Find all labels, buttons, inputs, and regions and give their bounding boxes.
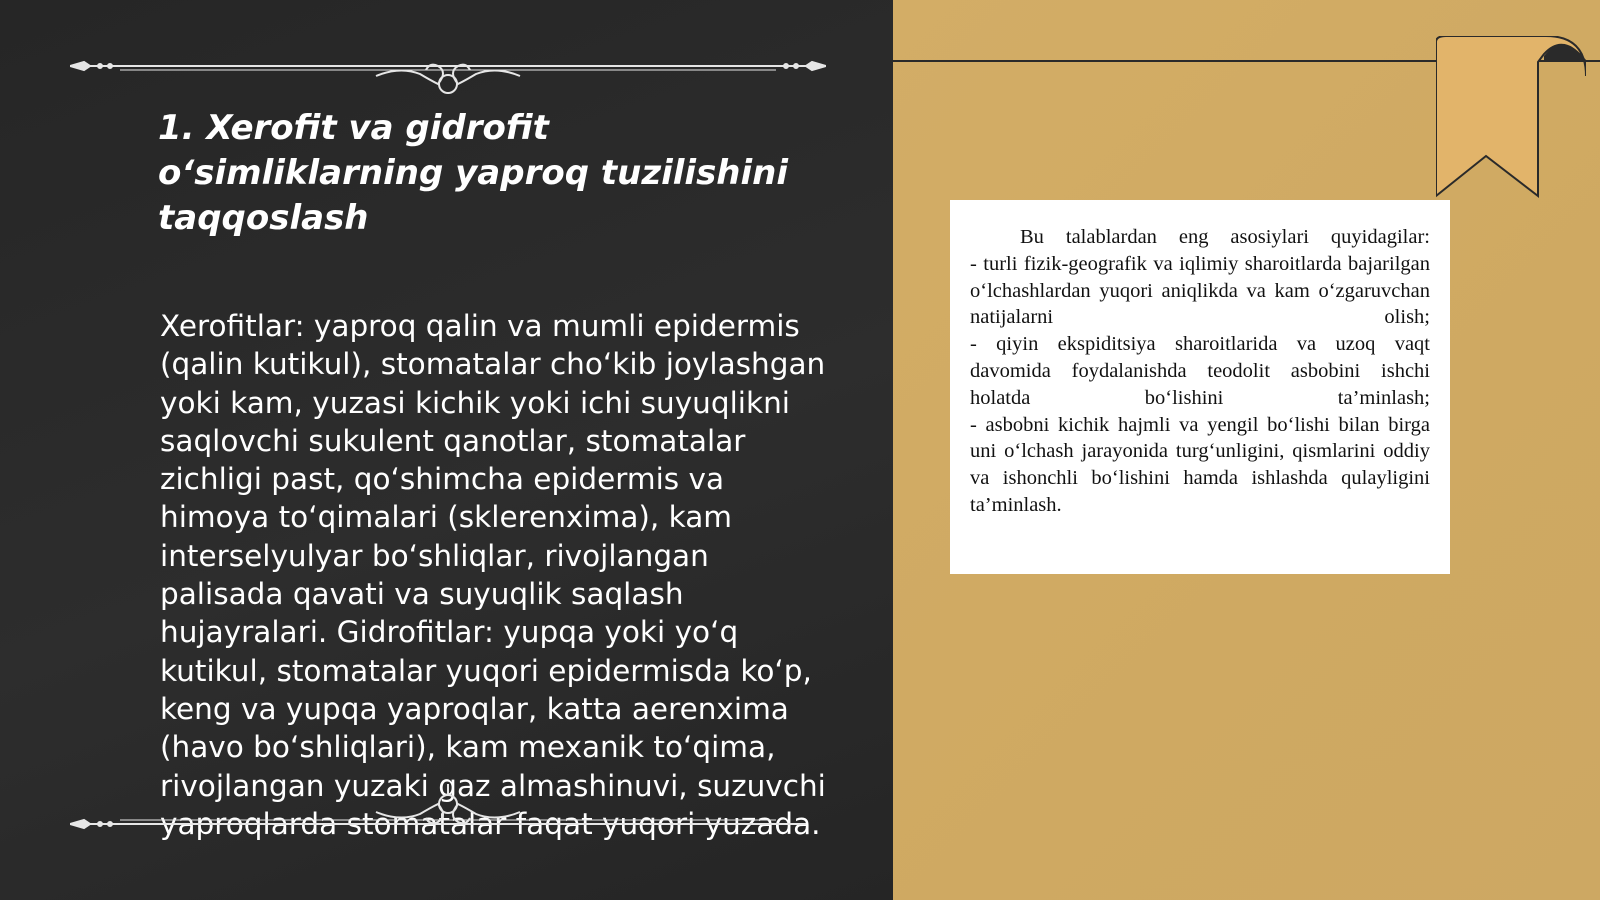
- note-card-line: - asbobni kichik hajmli va yengil bo‘lishi bilan birga uni o‘lchash jarayonida turg‘unligini, qismlarini oddiy va ishonchli bo‘lishini hamda ishlashda qulayligini ta’minlash.: [970, 413, 1430, 516]
- slide-title: 1. Xerofit va gidrofit o‘simliklarning yaproq tuzilishini taqqoslash: [158, 108, 789, 238]
- top-ornamental-divider: [70, 44, 826, 94]
- note-card-line: - turli fizik-geografik va iqlimiy sharoitlarda bajarilgan o‘lchashlardan yuqori aniqlikda va kam o‘zgaruvchan natijalarni olish;: [970, 252, 1430, 329]
- note-card-line: Bu talablardan eng asosiylari quyidagilar:: [1020, 226, 1430, 248]
- slide-body-text: Xerofitlar: yaproq qalin va mumli epidermis (qalin kutikul), stomatalar cho‘kib joylashgan yoki kam, yuzasi kichik yoki ichi suyuqlikni saqlovchi sukulent qanotlar, stomatalar zichligi past, qo‘shimcha epidermis va himoya to‘qimalari (sklerenxima), kam interselyulyar bo‘shliqlar, rivojlangan palisada qavati va suyuqlik saqlash hujayralari. Gidrofitlar: yupqa yoki yo‘q kutikul, stomatalar yuqori epidermisda ko‘p, keng va yupqa yaproqlar, katta aerenxima (havo bo‘shliqlari), kam mexanik to‘qima, rivojlangan yuzaki gaz almashinuvi, suzuvchi yaproqlarda stomatalar faqat yuqori yuzada.: [160, 309, 826, 841]
- note-card-text: [970, 224, 1430, 519]
- scanned-note-card: [950, 200, 1450, 574]
- note-card-line: - qiyin ekspiditsiya sharoitlarida va uzoq vaqt davomida foydalanishda teodolit asbobini ishchi holatda bo‘lishini ta’minlash;: [970, 333, 1430, 409]
- bookmark-ribbon-icon: [1436, 36, 1586, 206]
- bottom-ornamental-divider: [70, 784, 826, 834]
